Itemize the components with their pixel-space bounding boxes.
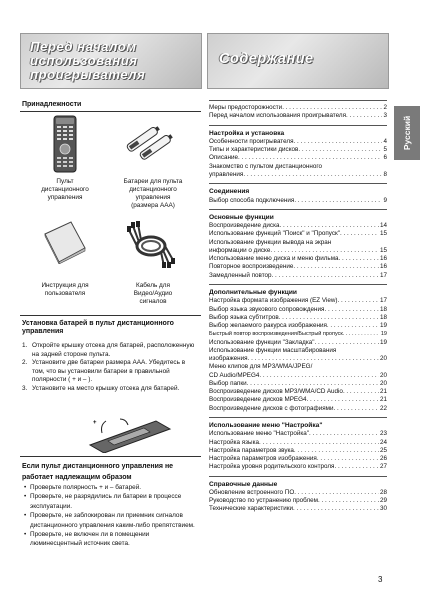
toc-divider xyxy=(209,417,387,418)
toc-entry-label: Выбор языка звукового сопровождения xyxy=(209,305,325,313)
toc-entry-page: 24 xyxy=(379,438,387,446)
toc-entry-label: Выбор языка субтитров xyxy=(209,313,279,321)
toc-entry-label: Использование функций "Поиск" и "Пропуск" xyxy=(209,230,340,238)
toc-entry-page: 21 xyxy=(379,396,387,404)
troubleshoot-title: Если пульт дистанционного управления не работает надлежащим образом xyxy=(22,463,174,481)
toc-entry-label: изображения xyxy=(209,355,248,363)
toc-entry-label: Настройка формата изображения (EZ View) xyxy=(209,297,338,305)
troubleshoot-item: • Проверьте полярность + и – батарей. xyxy=(24,483,198,492)
toc-entry-label: CD Audio/MPEG4 xyxy=(209,371,260,379)
manual-caption: Инструкция для пользователя xyxy=(41,282,89,297)
toc-divider xyxy=(209,183,387,184)
toc-entry-label: Повторное воспроизведение xyxy=(209,263,294,271)
toc-entry-label: Типы и характеристики дисков xyxy=(209,146,299,154)
toc-entry-label: Использование функции "Закладка" xyxy=(209,338,315,346)
toc-divider xyxy=(209,476,387,477)
toc-entry-label: Описание xyxy=(209,154,238,162)
toc-entry-page: 6 xyxy=(383,154,387,162)
batteries-icon xyxy=(125,123,177,168)
batteries-caption: Батареи для пульта дистанционного управления (размера AAA) xyxy=(123,178,183,209)
toc-entry[interactable] xyxy=(209,297,387,305)
toc-entry[interactable] xyxy=(209,171,387,179)
toc-entry-page: 23 xyxy=(379,430,387,438)
section-header-title xyxy=(30,40,145,82)
toc-entry-label: Воспроизведение дисков MPEG4 xyxy=(209,396,307,404)
toc-entry-label: Особенности проигрывателя xyxy=(209,137,294,145)
toc-divider xyxy=(209,125,387,126)
toc-entry-label: Обновление встроенного ПО xyxy=(209,488,295,496)
toc-section-heading: Основные функции xyxy=(209,213,274,221)
toc-entry-page: 20 xyxy=(379,355,387,363)
av-cable-caption: Кабель для Видео/Аудио сигналов xyxy=(133,282,173,305)
troubleshoot-item: • Проверьте, не включен ли в помещении люминесцентный источник света. xyxy=(24,530,198,549)
toc-entry-page: 16 xyxy=(379,263,387,271)
toc-entry-label: Меры предосторожности xyxy=(209,104,283,111)
toc-entry-page: 3 xyxy=(383,112,387,120)
toc-entry-page: 18 xyxy=(379,305,387,313)
toc-entry[interactable] xyxy=(209,396,387,404)
toc-entry[interactable] xyxy=(209,272,387,280)
toc-entry-page: 15 xyxy=(379,246,387,254)
toc-entry[interactable] xyxy=(209,146,387,154)
toc-entry-label: Руководство по устранению проблем xyxy=(209,497,319,505)
battery-step: 3. Установите на место крышку отсека для батарей. xyxy=(22,384,180,392)
remote-control-icon xyxy=(53,115,77,178)
toc-entry[interactable] xyxy=(209,447,387,455)
toc-entry-label: Воспроизведение диска xyxy=(209,222,280,230)
toc-section-heading: Справочные данные xyxy=(209,480,278,488)
toc-entry[interactable] xyxy=(209,405,387,413)
toc-entry-label: Знакомство с пультом дистанционного xyxy=(209,162,323,170)
toc-entry-label: Настройка параметров звука xyxy=(209,446,294,454)
toc-section-heading: Использование меню "Настройка" xyxy=(209,421,323,429)
toc-entry-label: Выбор желаемого ракурса изображения xyxy=(209,322,327,330)
remote-control-caption: Пульт дистанционного управления xyxy=(41,178,89,201)
toc-entry-page: 14 xyxy=(379,222,387,230)
toc-entry[interactable] xyxy=(209,372,387,380)
header-line: Перед началом xyxy=(30,39,137,54)
toc-entry-label: Выбор папки xyxy=(209,379,247,387)
toc-entry-page: 19 xyxy=(379,338,387,346)
toc-entry-label: Перед началом использования проигрывателя xyxy=(209,112,346,120)
toc-entry-page: 2 xyxy=(383,104,387,111)
toc-entry-page: 20 xyxy=(379,379,387,387)
toc-entry[interactable] xyxy=(209,255,387,263)
toc-entry-label: Настройка параметров изображения xyxy=(209,455,317,463)
av-cable-icon xyxy=(125,220,177,273)
toc-divider xyxy=(209,284,387,285)
header-line: проигрывателя xyxy=(30,67,146,82)
table-of-contents xyxy=(209,100,387,514)
toc-entry-label: информации о диске xyxy=(209,246,271,254)
toc-entry-label: Настройка уровня родительского контроля xyxy=(209,463,335,471)
toc-entry[interactable] xyxy=(209,138,387,146)
toc-entry[interactable] xyxy=(209,430,387,438)
toc-entry[interactable] xyxy=(209,263,387,271)
contents-title: Содержание xyxy=(219,51,314,67)
toc-entry[interactable] xyxy=(209,439,387,447)
header-line: использования xyxy=(30,53,138,68)
battery-step: 2. Установите две батареи размера AAA. Убедитесь в том, что вы установили батареи в правильной полярности ( + и – ). xyxy=(22,359,186,384)
toc-entry[interactable] xyxy=(209,322,387,330)
toc-entry[interactable] xyxy=(209,230,387,238)
toc-entry-label: Воспроизведение дисков MP3/WMA/CD Audio xyxy=(209,388,343,396)
language-side-tab xyxy=(394,106,420,160)
toc-entry[interactable] xyxy=(209,330,387,338)
toc-entry-label: управления xyxy=(209,170,244,178)
toc-entry-page: 15 xyxy=(379,230,387,238)
toc-entry-label: Технические характеристики xyxy=(209,505,294,513)
toc-entry[interactable] xyxy=(209,347,387,355)
troubleshoot-item: • Проверьте, не заблокирован ли приемник сигналов дистанционного управления каким-либо препятствием. xyxy=(24,511,198,530)
toc-entry-label: Выбор способа подключения xyxy=(209,196,295,204)
toc-entry-page: 27 xyxy=(379,463,387,471)
toc-entry[interactable] xyxy=(209,247,387,255)
toc-divider xyxy=(209,209,387,210)
toc-entry[interactable] xyxy=(209,505,387,513)
toc-entry-label: Использование функции вывода на экран xyxy=(209,238,332,246)
toc-entry[interactable] xyxy=(209,163,387,171)
divider xyxy=(20,315,201,316)
toc-entry[interactable] xyxy=(209,497,387,505)
toc-entry-label: Настройка языка xyxy=(209,438,259,446)
section-header-before-use xyxy=(20,33,202,89)
toc-entry[interactable] xyxy=(209,306,387,314)
manual-icon xyxy=(41,220,87,269)
toc-entry[interactable] xyxy=(209,388,387,396)
toc-entry[interactable] xyxy=(209,489,387,497)
toc-entry[interactable] xyxy=(209,239,387,247)
toc-entry-page: 20 xyxy=(379,371,387,379)
divider xyxy=(20,456,201,457)
toc-entry-page: 18 xyxy=(379,313,387,321)
svg-text:+: + xyxy=(93,420,97,426)
troubleshoot-list xyxy=(24,483,198,549)
toc-entry[interactable] xyxy=(209,363,387,371)
toc-section-heading: Настройка и установка xyxy=(209,129,285,137)
toc-entry-page: 28 xyxy=(379,488,387,496)
battery-install-steps xyxy=(22,342,198,394)
toc-entry-label: Использование функции масштабирования xyxy=(209,346,337,354)
toc-entry-page: 25 xyxy=(379,446,387,454)
troubleshoot-item: • Проверьте, не разрядились ли батареи в процессе эксплуатации. xyxy=(24,492,198,511)
toc-entry[interactable] xyxy=(209,314,387,322)
toc-entry-page: 9 xyxy=(383,196,387,204)
toc-entry-page: 5 xyxy=(383,146,387,154)
toc-entry-label: Использование меню "Настройка" xyxy=(209,430,309,438)
toc-entry-page: 19 xyxy=(380,331,387,338)
toc-entry-page: 16 xyxy=(379,255,387,263)
toc-entry-page: 26 xyxy=(379,455,387,463)
toc-entry[interactable] xyxy=(209,112,387,120)
toc-section-heading: Соединения xyxy=(209,188,250,196)
divider xyxy=(20,111,201,112)
battery-install-title: Установка батарей в пульт дистанционного управления xyxy=(22,320,174,336)
toc-entry[interactable] xyxy=(209,339,387,347)
page-number: 3 xyxy=(378,575,383,584)
toc-entry[interactable] xyxy=(209,463,387,471)
toc-entry-page: 22 xyxy=(379,404,387,412)
toc-entry-page: 19 xyxy=(379,322,387,330)
toc-entry[interactable] xyxy=(209,380,387,388)
toc-entry-page: 29 xyxy=(379,497,387,505)
toc-entry-page: 17 xyxy=(379,297,387,305)
toc-entry-page: 21 xyxy=(379,388,387,396)
toc-entry[interactable] xyxy=(209,104,387,112)
toc-entry-label: Замедленный повтор xyxy=(209,271,272,279)
toc-entry[interactable] xyxy=(209,355,387,363)
toc-entry[interactable] xyxy=(209,154,387,162)
toc-entry-page: 17 xyxy=(379,271,387,279)
toc-entry-label: Меню клипов для MP3/WMA/JPEG/ xyxy=(209,363,313,371)
accessories-title: Принадлежности xyxy=(22,101,82,108)
battery-compartment-icon xyxy=(86,415,174,458)
battery-step: 1. Откройте крышку отсека для батарей, расположенную на задней стороне пульта. xyxy=(22,342,195,358)
toc-entry-label: Быстрый повтор воспроизведения/Быстрый пропуск xyxy=(209,331,343,338)
language-side-tab-label: Русский xyxy=(402,115,412,151)
toc-entry-page: 4 xyxy=(383,137,387,145)
toc-entry-label: Воспроизведение дисков с фотографиями xyxy=(209,404,334,412)
toc-entry-page: 30 xyxy=(379,505,387,513)
section-header-contents xyxy=(207,33,389,89)
toc-entry-label: Использование меню диска и меню фильма xyxy=(209,255,339,263)
toc-section-heading: Дополнительные функции xyxy=(209,288,297,296)
toc-entry[interactable] xyxy=(209,197,387,205)
toc-entry-page: 8 xyxy=(383,170,387,178)
